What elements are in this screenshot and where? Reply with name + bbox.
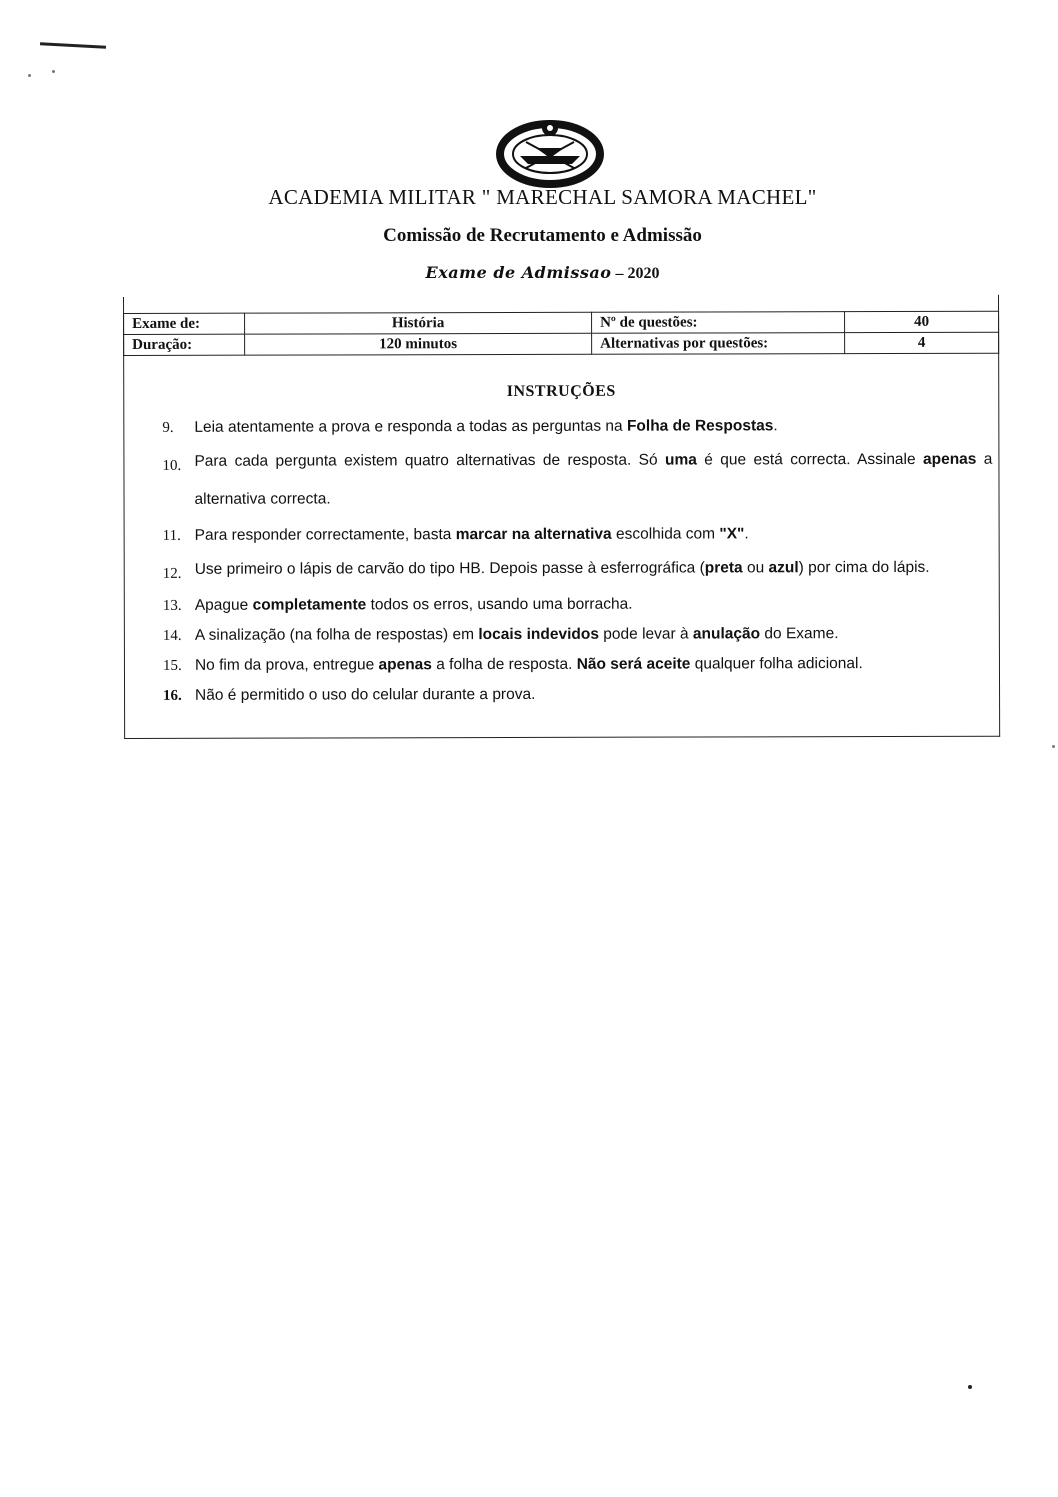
- scan-mark: [40, 42, 106, 48]
- alternatives-value: 4: [845, 332, 999, 353]
- scan-speck: [28, 74, 31, 77]
- scan-speck: [1052, 745, 1055, 748]
- exam-heading: [0, 263, 1058, 283]
- questions-label: Nº de questões:: [592, 312, 845, 334]
- exam-label: Exame de:: [124, 313, 245, 334]
- item-number: 9.: [162, 419, 174, 436]
- item-number: 11.: [162, 527, 181, 544]
- scan-speck: [52, 70, 55, 73]
- item-number: 15.: [162, 657, 182, 674]
- duration-value: 120 minutos: [245, 333, 592, 355]
- list-item: 13. Apague completamente todos os erros, usando uma borracha.: [163, 589, 993, 621]
- exam-title: Exame de Admissao: [425, 263, 612, 282]
- duration-label: Duração:: [124, 334, 245, 355]
- exam-info-table: [123, 311, 999, 356]
- commission-title: Comissão de Recrutamento e Admissão: [383, 225, 702, 246]
- item-number: 13.: [162, 597, 182, 614]
- institution-title: ACADEMIA MILITAR " MARECHAL SAMORA MACHEL": [268, 185, 817, 209]
- table-row: [124, 332, 999, 355]
- item-number: 10.: [162, 457, 182, 474]
- list-item: 9. Leia atentamente a prova e responda a todas as perguntas na Folha de Respostas.: [162, 411, 992, 443]
- table-row: [124, 311, 999, 334]
- item-number: 12.: [162, 565, 182, 582]
- list-item: 10. Para cada pergunta existem quatro alternativas de resposta. Só uma é que está correcta. Assinale apenas a alternativa correcta.: [162, 441, 992, 519]
- academy-emblem-icon: [496, 112, 604, 188]
- list-item: 15. No fim da prova, entregue apenas a folha de resposta. Não será aceite qualquer folha adicional.: [163, 649, 993, 681]
- alternatives-label: Alternativas por questões:: [592, 333, 845, 355]
- list-item: 11. Para responder correctamente, basta marcar na alternativa escolhida com "X".: [163, 519, 993, 551]
- exam-value: História: [245, 312, 592, 334]
- list-item: 14. A sinalização (na folha de respostas) em locais indevidos pode levar à anulação do Exame.: [163, 619, 993, 651]
- exam-info-frame: [123, 295, 1000, 739]
- item-number: 16.: [163, 687, 182, 704]
- instructions-heading: INSTRUÇÕES: [506, 382, 616, 400]
- item-number: 14.: [162, 627, 182, 644]
- list-item: 16. Não é permitido o uso do celular durante a prova.: [163, 679, 993, 711]
- questions-value: 40: [845, 311, 999, 332]
- exam-year: – 2020: [615, 265, 660, 282]
- instructions-list: [162, 411, 993, 711]
- scan-speck: [968, 1385, 972, 1389]
- list-item: 12. Use primeiro o lápis de carvão do tipo HB. Depois passe à esferrográfica (preta ou azul) por cima do lápis.: [163, 549, 993, 589]
